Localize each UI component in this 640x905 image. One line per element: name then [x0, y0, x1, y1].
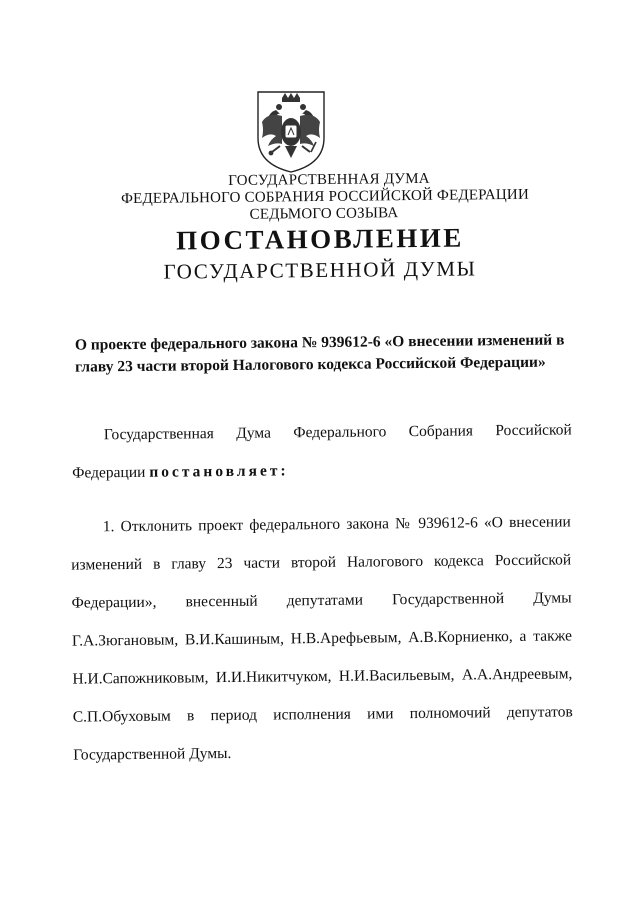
paragraph-line: Г.А.Зюгановым, В.И.Кашиным, Н.В.Арефьевым, А.В.Корниенко, а также	[71, 627, 573, 650]
document-title: ПОСТАНОВЛЕНИЕ	[176, 222, 464, 256]
paragraph-line: С.П.Обуховым в период исполнения ими полномочий депутатов	[72, 703, 573, 726]
paragraph-line: Федерации», внесенный депутатами Государственной Думы	[71, 589, 572, 612]
header-line-3: СЕДЬМОГО СОЗЫВА	[249, 205, 399, 223]
preamble-prefix: Федерации	[72, 463, 150, 482]
header-line-2: ФЕДЕРАЛЬНОГО СОБРАНИЯ РОССИЙСКОЙ ФЕДЕРАЦИИ	[120, 186, 530, 208]
document-subtitle: ГОСУДАРСТВЕННОЙ ДУМЫ	[163, 256, 477, 284]
preamble-line-2	[72, 459, 572, 484]
subject-line-1: О проекте федерального закона № 939612-6 «О внесении изменений в	[74, 331, 565, 354]
paragraph-line: Государственной Думы.	[73, 744, 232, 764]
preamble	[72, 421, 573, 484]
subject-line-2: главу 23 части второй Налогового кодекса Российской Федерации»	[75, 353, 546, 376]
document-subject	[75, 329, 575, 378]
double-headed-eagle-icon	[252, 88, 330, 174]
paragraph-1	[71, 513, 574, 766]
paragraph-line: 1. Отклонить проект федерального закона № 939612-6 «О внесении	[102, 513, 571, 536]
paragraph-line: Н.И.Сапожниковым, И.И.Никитчуком, Н.И.Васильевым, А.А.Андреевым,	[72, 665, 573, 688]
preamble-line-1: Государственная Дума Федерального Собрания Российской	[103, 421, 572, 444]
header-line-1: ГОСУДАРСТВЕННАЯ ДУМА	[228, 170, 430, 189]
paragraph-line: изменений в главу 23 части второй Налогового кодекса Российской	[71, 551, 572, 574]
resolution-keyword: постановляет:	[149, 462, 289, 481]
